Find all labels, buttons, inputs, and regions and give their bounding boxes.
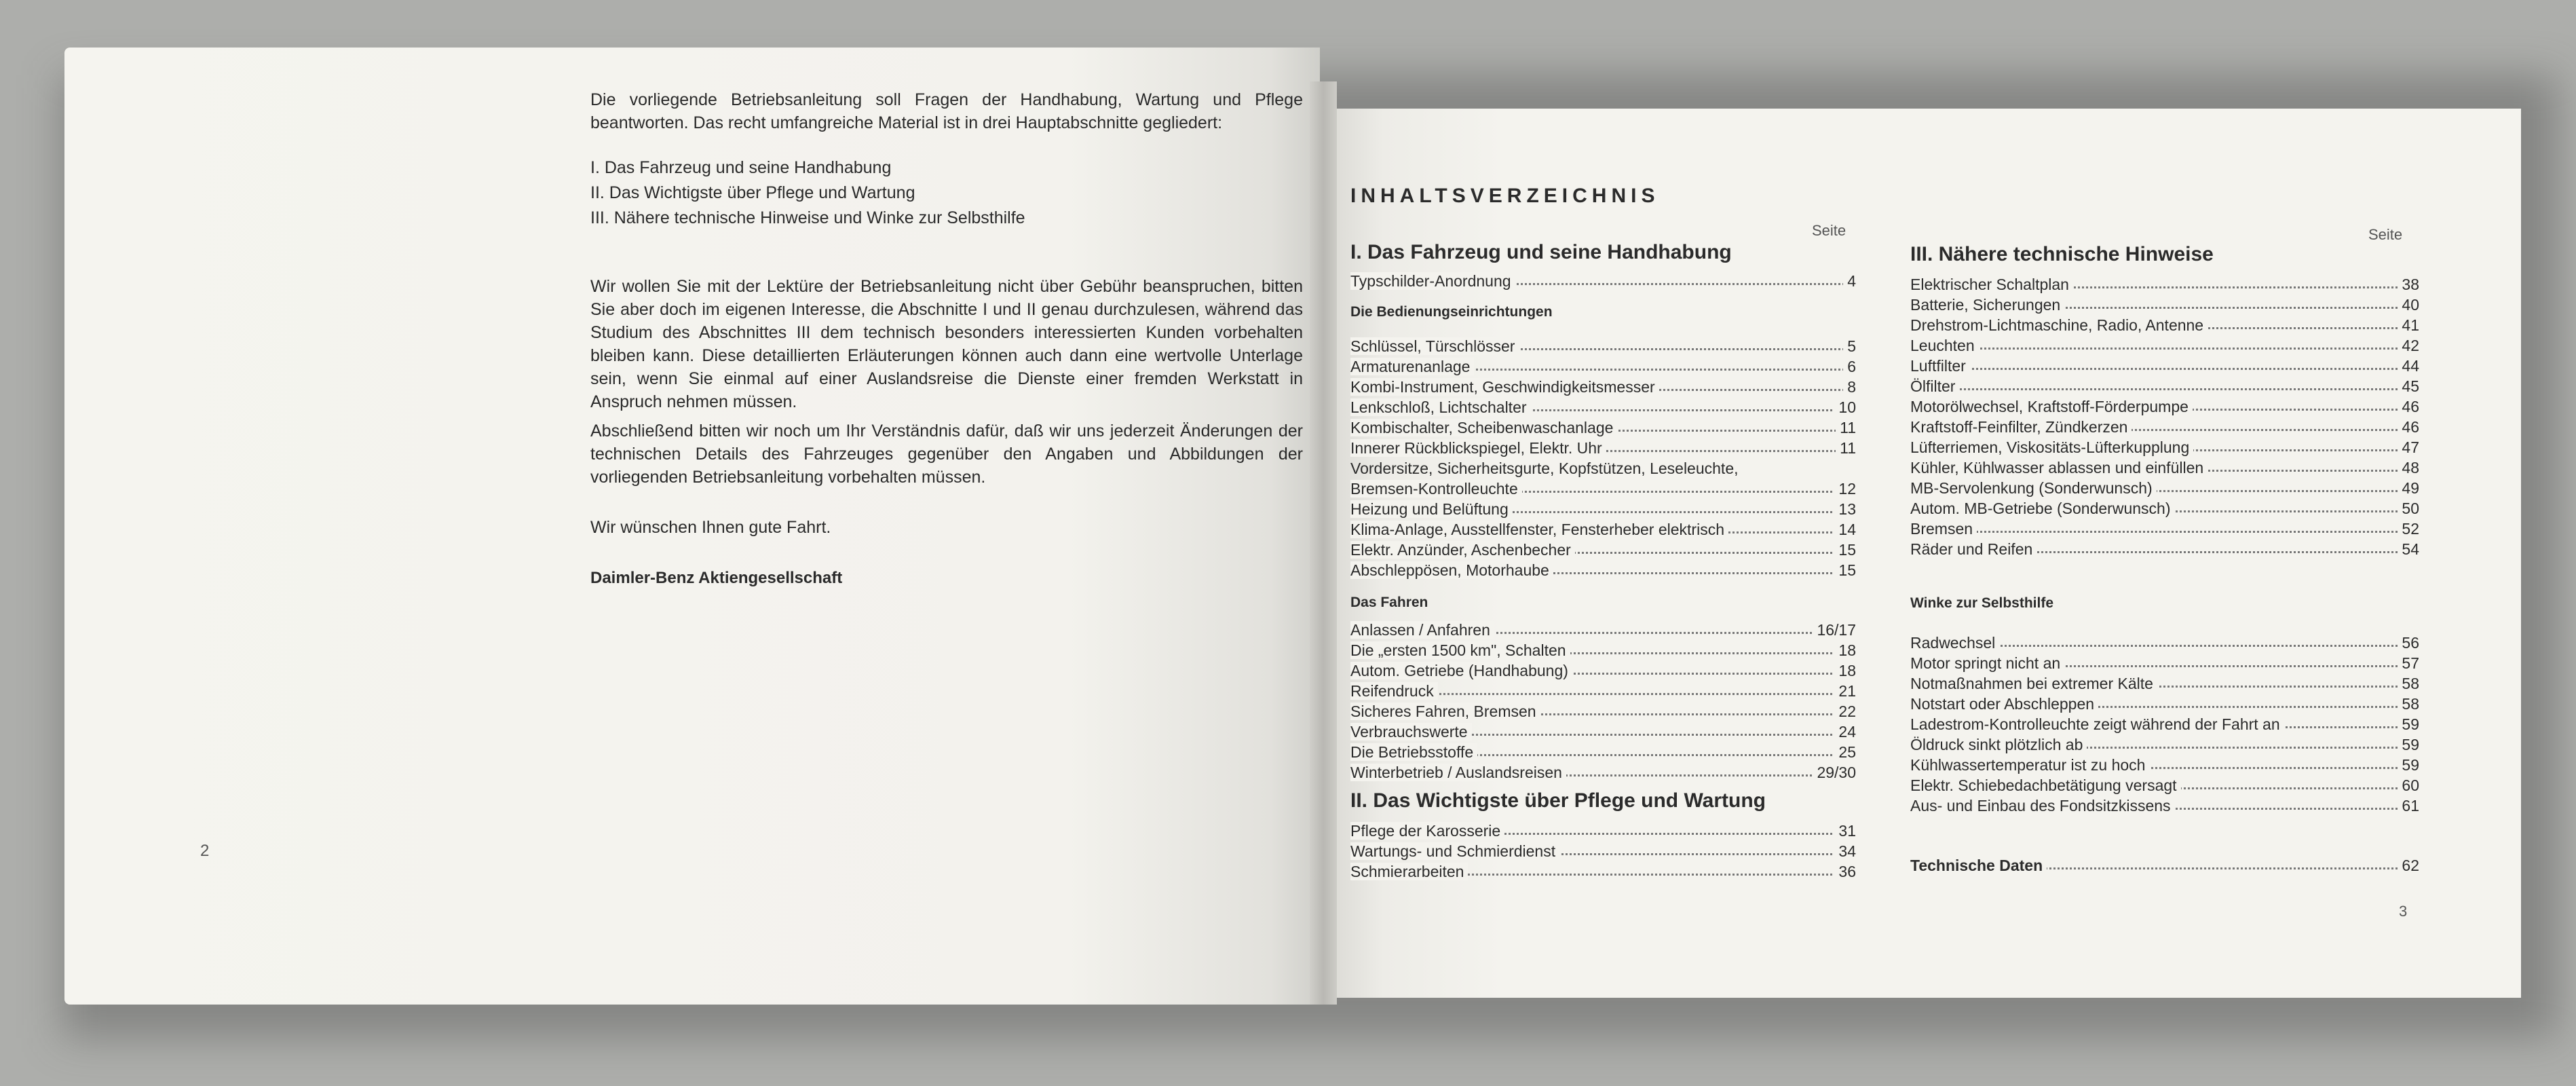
toc-entry-line: Vordersitze, Sicherheitsgurte, Kopfstützen, Leseleuchte, <box>1350 460 1739 477</box>
toc-entry: Autom. Getriebe (Handhabung) 18 <box>1350 662 1856 679</box>
toc-entry: Batterie, Sicherungen 40 <box>1910 296 2419 314</box>
toc-entry: Lüfterriemen, Viskositäts-Lüfterkupplung 47 <box>1910 438 2419 456</box>
intro-paragraph <box>590 88 1303 134</box>
toc-entry: Leuchten 42 <box>1910 337 2419 354</box>
toc-entry: Armaturenanlage 6 <box>1350 358 1856 375</box>
toc-entry: Drehstrom-Lichtmaschine, Radio, Antenne 41 <box>1910 316 2419 334</box>
toc-entry: Kombischalter, Scheibenwaschanlage 11 <box>1350 419 1856 436</box>
toc-entry: Verbrauchswerte 24 <box>1350 723 1856 741</box>
toc-entry: Elektrischer Schaltplan 38 <box>1910 276 2419 293</box>
seite-label-col2: Seite <box>2368 226 2403 243</box>
toc-entry: Wartungs- und Schmierdienst 34 <box>1350 842 1856 860</box>
toc-entry: Die Betriebsstoffe 25 <box>1350 743 1856 761</box>
toc-list <box>1910 633 2419 816</box>
section-overview-list <box>590 156 1303 231</box>
toc-subheading: Die Bedienungseinrichtungen <box>1350 304 1553 320</box>
section-overview-item: I. Das Fahrzeug und seine Handhabung <box>590 158 892 177</box>
toc-entry: Ladestrom-Kontrolleuchte zeigt während der Fahrt an 59 <box>1910 715 2419 733</box>
toc-entry: Winterbetrieb / Auslandsreisen 29/30 <box>1350 764 1856 781</box>
toc-section-heading: III. Nähere technische Hinweise <box>1910 243 2214 265</box>
toc-column-1 <box>1350 241 1856 882</box>
toc-section-heading: II. Das Wichtigste über Pflege und Wartung <box>1350 789 1766 812</box>
toc-entry: Kombi-Instrument, Geschwindigkeitsmesser 8 <box>1350 378 1856 396</box>
closing-wish: Wir wünschen Ihnen gute Fahrt. <box>590 518 831 537</box>
toc-section-heading: I. Das Fahrzeug und seine Handhabung <box>1350 241 1732 263</box>
toc-entry: Räder und Reifen 54 <box>1910 540 2419 558</box>
toc-entry: Reifendruck 21 <box>1350 682 1856 700</box>
toc-entry: Klima-Anlage, Ausstellfenster, Fensterheber elektrisch 14 <box>1350 521 1856 538</box>
toc-entry: Kühler, Kühlwasser ablassen und einfüllen 48 <box>1910 459 2419 476</box>
intro-text: Die vorliegende Betriebsanleitung soll Fragen der Handhabung, Wartung und Pflege beantworten. Das recht umfangreiche Material ist in drei Hauptabschnitte gegliedert: <box>590 90 1303 132</box>
toc-entry: Radwechsel 56 <box>1910 634 2419 652</box>
toc-subheading: Das Fahren <box>1350 595 1428 610</box>
toc-list <box>1910 274 2419 559</box>
toc-entry: Elektr. Anzünder, Aschenbecher 15 <box>1350 541 1856 559</box>
page-number-right: 3 <box>2399 903 2408 920</box>
toc-column-2 <box>1910 243 2419 876</box>
toc-entry: Schmierarbeiten 36 <box>1350 863 1856 880</box>
body-paragraph-1 <box>590 275 1303 413</box>
toc-entry: Notmaßnahmen bei extremer Kälte 58 <box>1910 675 2419 692</box>
body-text-2: Abschließend bitten wir noch um Ihr Verständnis dafür, daß wir uns jederzeit Änderungen der technischen Details des Fahrzeuges gegenüber den Angaben und Abbildungen der vorliegenden Betriebsanleitung vorbehalten müssen. <box>590 422 1303 487</box>
toc-entry: Innerer Rückblickspiegel, Elektr. Uhr 11 <box>1350 439 1856 457</box>
body-paragraph-2 <box>590 419 1303 489</box>
toc-entry: Ölfilter 45 <box>1910 377 2419 395</box>
toc-entry: Pflege der Karosserie 31 <box>1350 822 1856 840</box>
toc-entry: MB-Servolenkung (Sonderwunsch) 49 <box>1910 479 2419 497</box>
toc-list <box>1350 620 1856 783</box>
toc-entry: Kraftstoff-Feinfilter, Zündkerzen 46 <box>1910 418 2419 436</box>
toc-entry: Heizung und Belüftung 13 <box>1350 500 1856 518</box>
page-number-left: 2 <box>200 842 210 860</box>
toc-entry: Sicheres Fahren, Bremsen 22 <box>1350 703 1856 720</box>
section-overview-item: III. Nähere technische Hinweise und Winke zur Selbsthilfe <box>590 208 1025 227</box>
seite-label-col1: Seite <box>1812 222 1846 239</box>
toc-entry: Motorölwechsel, Kraftstoff-Förderpumpe 46 <box>1910 398 2419 415</box>
toc-entry: Schlüssel, Türschlösser 5 <box>1350 337 1856 355</box>
toc-entry: Anlassen / Anfahren 16/17 <box>1350 621 1856 639</box>
toc-entry: Lenkschloß, Lichtschalter 10 <box>1350 398 1856 416</box>
toc-entry: Autom. MB-Getriebe (Sonderwunsch) 50 <box>1910 500 2419 517</box>
body-text-1: Wir wollen Sie mit der Lektüre der Betriebsanleitung nicht über Gebühr beanspruchen, bitten Sie aber doch im eigenen Interesse, die Abschnitte I und II genau durchzulesen, während das Studium des Abschnittes III dem technisch besonders interessierten Kunden vorbehalten bleiben kann. Diese detaillierten Erläuterungen können auch dann eine wertvolle Unterlage sein, wenn Sie einmal auf einer Auslandsreise die Dienste einer fremden Werkstatt in Anspruch nehmen müssen. <box>590 277 1303 411</box>
toc-entry: Öldruck sinkt plötzlich ab 59 <box>1910 736 2419 753</box>
toc-entry: Bremsen-Kontrolleuchte 12 <box>1350 480 1856 498</box>
toc-entry: Luftfilter 44 <box>1910 357 2419 375</box>
toc-subheading: Winke zur Selbsthilfe <box>1910 595 2054 611</box>
toc-entry: Typschilder-Anordnung 4 <box>1350 272 1856 290</box>
toc-entry: Die „ersten 1500 km", Schalten 18 <box>1350 641 1856 659</box>
toc-entry: Bremsen 52 <box>1910 520 2419 538</box>
book-gutter <box>1310 81 1337 1005</box>
toc-entry: Motor springt nicht an 57 <box>1910 654 2419 672</box>
toc-title: INHALTSVERZEICHNIS <box>1350 185 1660 207</box>
toc-entry: Abschleppösen, Motorhaube 15 <box>1350 561 1856 579</box>
section-overview-item: II. Das Wichtigste über Pflege und Wartung <box>590 183 915 202</box>
toc-entry-technische-daten: Technische Daten 62 <box>1910 857 2419 874</box>
toc-entry: Kühlwassertemperatur ist zu hoch 59 <box>1910 756 2419 774</box>
company-signature: Daimler-Benz Aktiengesellschaft <box>590 569 843 587</box>
toc-list <box>1350 821 1856 882</box>
toc-entry: Notstart oder Abschleppen 58 <box>1910 695 2419 713</box>
toc-entry: Elektr. Schiebedachbetätigung versagt 60 <box>1910 776 2419 794</box>
toc-entry: Aus- und Einbau des Fondsitzkissens 61 <box>1910 797 2419 814</box>
toc-list <box>1350 336 1856 580</box>
